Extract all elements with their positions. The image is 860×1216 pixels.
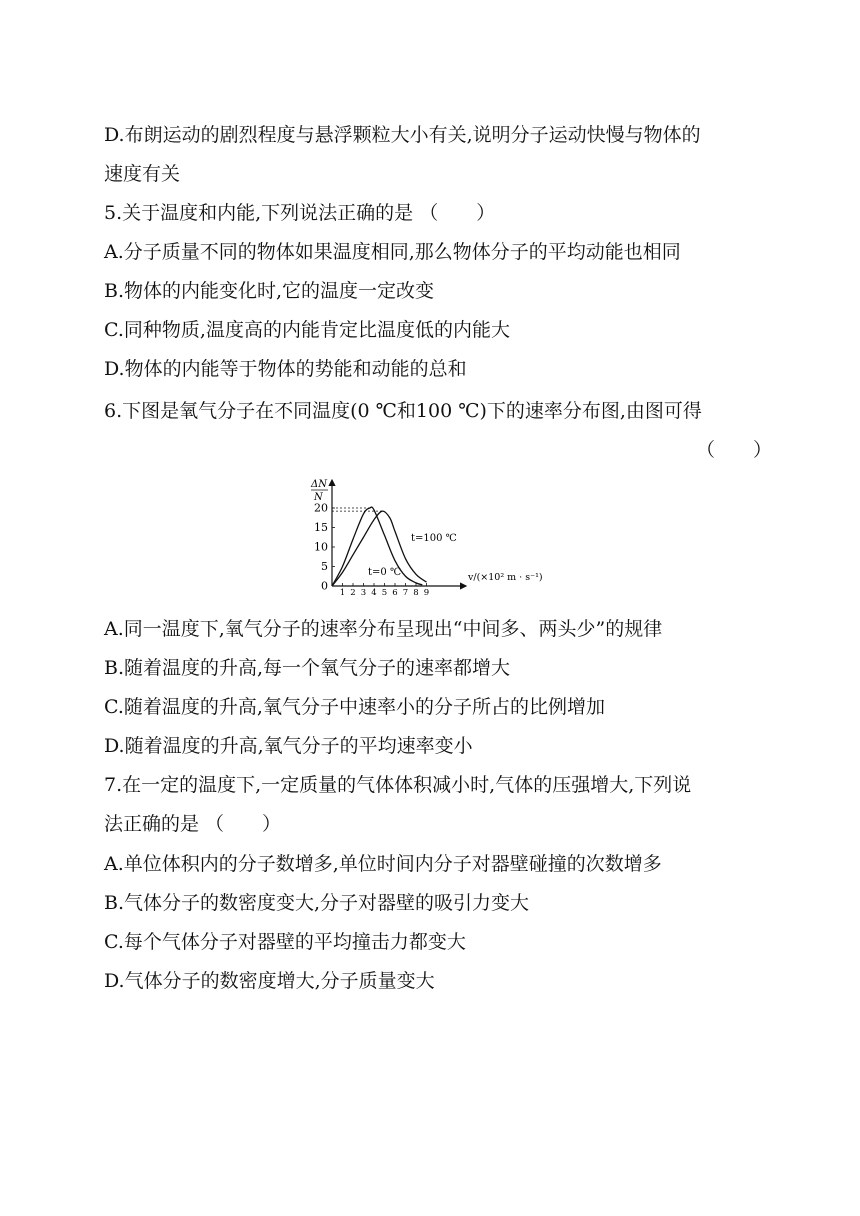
x-tick-label: 1 — [339, 588, 346, 596]
x-tick-label: 8 — [413, 588, 419, 596]
x-tick-label: 6 — [392, 588, 398, 596]
series-label-t0: t=0 ℃ — [368, 567, 402, 578]
question-4-option-d-line-1: D.布朗运动的剧烈程度与悬浮颗粒大小有关,说明分子运动快慢与物体的 — [104, 124, 701, 146]
x-tick-label: 4 — [371, 588, 377, 596]
question-7-option-a: A.单位体积内的分子数增多,单位时间内分子对器壁碰撞的次数增多 — [104, 853, 662, 875]
y-tick-label: 0 — [321, 579, 328, 593]
x-tick-label: 5 — [381, 588, 388, 596]
question-5-option-d: D.物体的内能等于物体的势能和动能的总和 — [104, 358, 467, 380]
question-6-option-c: C.随着温度的升高,氧气分子中速率小的分子所占的比例增加 — [104, 696, 605, 718]
y-tick-label: 20 — [314, 501, 328, 515]
y-tick-label: 5 — [321, 560, 328, 573]
y-axis-label-numerator: ΔN — [311, 479, 327, 490]
x-tick-label: 3 — [360, 588, 367, 596]
question-7-stem-line-2: 法正确的是 （ ） — [104, 813, 282, 835]
y-tick-label: 15 — [314, 521, 328, 534]
x-tick-label: 2 — [350, 588, 356, 596]
question-6-stem: 6.下图是氧气分子在不同温度(0 ℃和100 ℃)下的速率分布图,由图可得 — [104, 400, 702, 422]
question-4-option-d-line-2: 速度有关 — [104, 163, 181, 185]
question-6-option-d: D.随着温度的升高,氧气分子的平均速率变小 — [104, 735, 473, 757]
speed-distribution-chart — [308, 476, 568, 596]
question-6-option-b: B.随着温度的升高,每一个氧气分子的速率都增大 — [104, 657, 511, 679]
x-axis-label: v/(×10² m · s⁻¹) — [468, 572, 543, 583]
y-axis-label-denominator: N — [314, 492, 323, 503]
y-tick-label: 10 — [314, 540, 328, 554]
question-5-stem: 5.关于温度和内能,下列说法正确的是 （ ） — [104, 202, 496, 224]
question-5-option-c: C.同种物质,温度高的内能肯定比温度低的内能大 — [104, 319, 510, 341]
question-5-option-a: A.分子质量不同的物体如果温度相同,那么物体分子的平均动能也相同 — [104, 241, 681, 263]
question-7-option-b: B.气体分子的数密度变大,分子对器壁的吸引力变大 — [104, 892, 530, 914]
series-label-t100: t=100 ℃ — [411, 533, 457, 544]
question-5-option-b: B.物体的内能变化时,它的温度一定改变 — [104, 280, 435, 302]
question-7-option-d: D.气体分子的数密度增大,分子质量变大 — [104, 970, 435, 992]
x-tick-label: 7 — [402, 588, 409, 596]
question-7-stem-line-1: 7.在一定的温度下,一定质量的气体体积减小时,气体的压强增大,下列说 — [104, 774, 692, 796]
question-6-option-a: A.同一温度下,氧气分子的速率分布呈现出“中间多、两头少”的规律 — [104, 618, 663, 640]
question-6-answer-bracket: （ ） — [696, 439, 773, 461]
x-tick-label: 9 — [423, 588, 430, 596]
question-7-option-c: C.每个气体分子对器壁的平均撞击力都变大 — [104, 931, 466, 953]
